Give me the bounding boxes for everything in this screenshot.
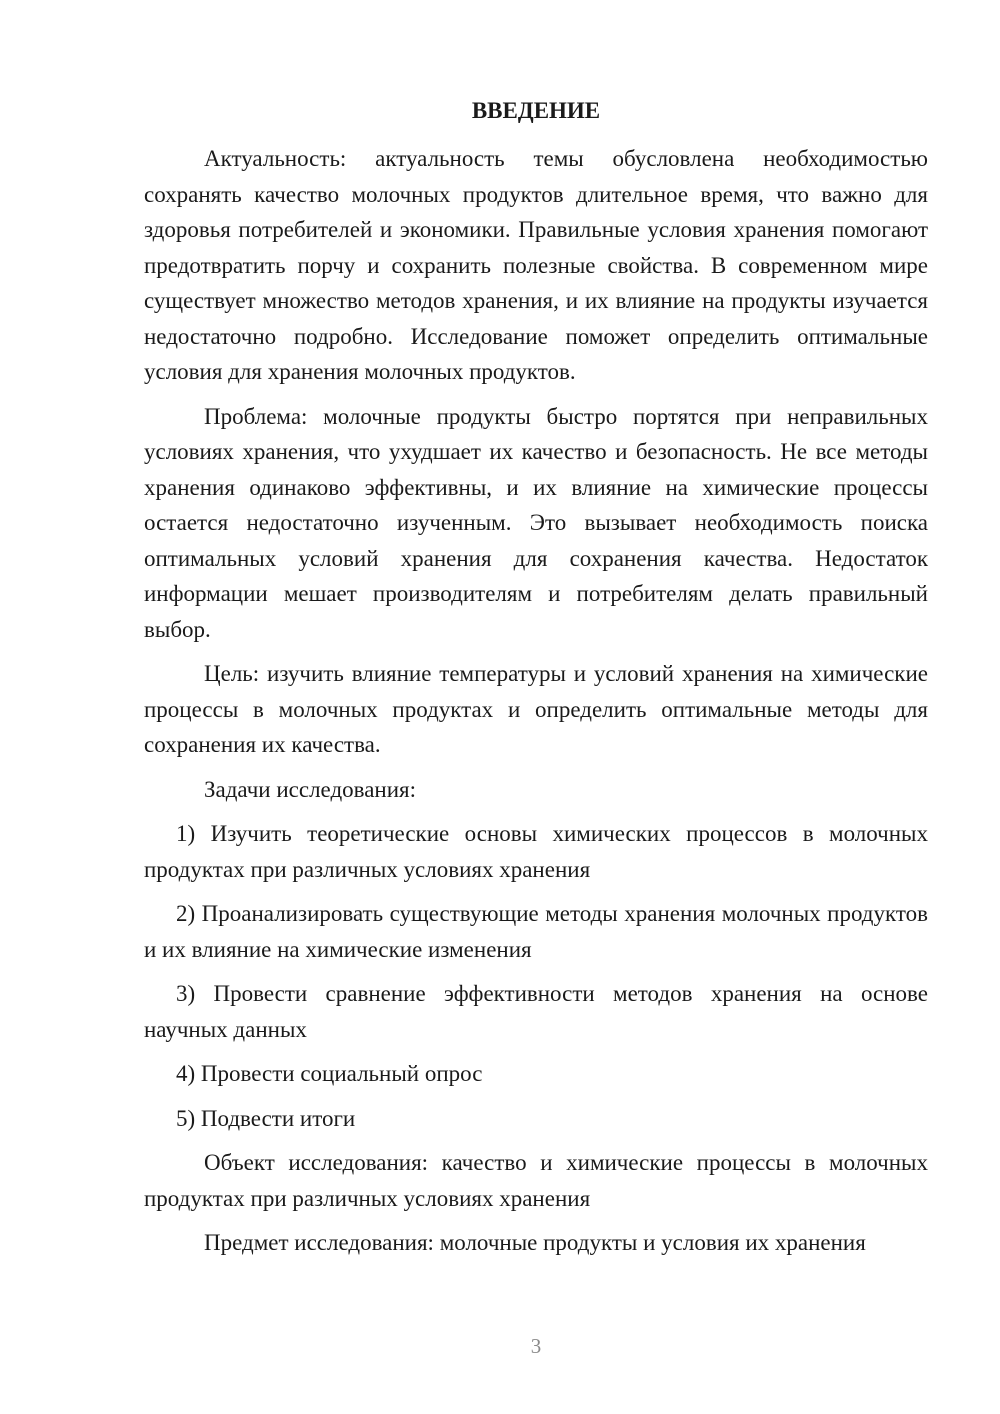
- task-item-1: 1) Изучить теоретические основы химических процессов в молочных продуктах при различных условиях хранения: [144, 821, 928, 882]
- relevance-paragraph: Актуальность: актуальность темы обусловлена необходимостью сохранять качество молочных продуктов длительное время, что важно для здоровья потребителей и экономики. Правильные условия хранения помогают предотвратить порчу и сохранить полезные свойства. В современном мире существует множество методов хранения, и их влияние на продукты изучается недостаточно подробно. Исследование поможет определить оптимальные условия для хранения молочных продуктов.: [144, 146, 928, 384]
- object-paragraph: Объект исследования: качество и химические процессы в молочных продуктах при различных условиях хранения: [144, 1150, 928, 1211]
- task-item-3: 3) Провести сравнение эффективности методов хранения на основе научных данных: [144, 981, 928, 1042]
- task-item-2: 2) Проанализировать существующие методы хранения молочных продуктов и их влияние на химические изменения: [144, 901, 928, 962]
- task-item-5: 5) Подвести итоги: [176, 1105, 356, 1131]
- page-title: ВВЕДЕНИЕ: [471, 98, 601, 123]
- problem-paragraph: Проблема: молочные продукты быстро портятся при неправильных условиях хранения, что ухудшает их качество и безопасность. Не все методы хранения одинаково эффективны, и их влияние на химические процессы остается недостаточно изученным. Это вызывает необходимость поиска оптимальных условий хранения для сохранения качества. Недостаток информации мешает производителям и потребителям делать правильный выбор.: [144, 403, 928, 642]
- tasks-heading: Задачи исследования:: [204, 776, 417, 802]
- task-item-4: 4) Провести социальный опрос: [176, 1061, 483, 1086]
- page-number: 3: [530, 1334, 542, 1358]
- goal-paragraph: Цель: изучить влияние температуры и условий хранения на химические процессы в молочных продуктах и определить оптимальные методы для сохранения их качества.: [144, 661, 928, 757]
- document-body: [144, 141, 928, 1270]
- subject-paragraph: Предмет исследования: молочные продукты и условия их хранения: [204, 1230, 866, 1255]
